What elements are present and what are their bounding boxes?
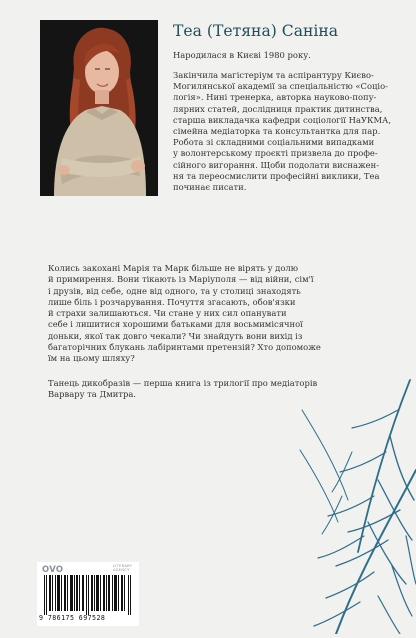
author-bio-line: сійного вигорання. Щоби подолати виснажен- bbox=[173, 159, 380, 170]
publisher-mark bbox=[113, 564, 132, 572]
author-bio-line: у волонтерському проєкті призвела до профе- bbox=[173, 148, 378, 159]
author-bio-line: логія». Нині тренерка, авторка науково-попу- bbox=[173, 92, 377, 103]
barcode-panel bbox=[37, 562, 139, 626]
author-bio-line: сімейна медіаторка та консультантка для пар. bbox=[173, 126, 381, 137]
series-note-line: Танець дикобразів — перша книга із трилогії про медіаторів bbox=[48, 378, 318, 388]
book-blurb-line: доньки, якої так довго чекали? Чи знайдуть вони вихід із bbox=[48, 330, 303, 341]
author-bio-line: Закінчила магістеріум та аспірантуру Києво- bbox=[173, 70, 374, 80]
isbn-number: 9 786175 697528 bbox=[39, 614, 106, 622]
author-bio-line: лярних статей, дослідниця практик дитинства, bbox=[173, 103, 383, 114]
series-note-line: Варвару та Дмитра. bbox=[48, 389, 137, 400]
author-bio-line: Могилянської академії за спеціальністю «Соціо- bbox=[173, 81, 388, 92]
author-portrait-illustration bbox=[40, 20, 158, 196]
book-blurb-line: й страхи залишаються. Чи стане у них сил опанувати bbox=[48, 308, 287, 319]
decorative-leaves bbox=[240, 340, 416, 634]
book-blurb-line: себе і лишитися хорошими батьками для восьмимісячної bbox=[48, 319, 303, 330]
author-bio bbox=[173, 70, 391, 193]
author-birth-info: Народилася в Києві 1980 року. bbox=[173, 50, 311, 60]
author-photo bbox=[40, 20, 158, 196]
author-bio-line: старша викладачка кафедри соціології НаУКМА, bbox=[173, 114, 392, 125]
palm-leaves-icon bbox=[240, 340, 416, 634]
publisher-logo: OVO bbox=[42, 564, 64, 574]
author-bio-line: починає писати. bbox=[173, 182, 247, 193]
book-blurb-line: і друзів, від себе, одне від одного, та у столиці знаходять bbox=[48, 285, 301, 296]
author-bio-line: Робота зі складними соціальними випадками bbox=[173, 137, 375, 148]
book-blurb-line: їм на цьому шляху? bbox=[48, 353, 135, 364]
book-blurb-line: лише біль і розчарування. Почуття згасають, обов'язки bbox=[48, 296, 296, 307]
publisher-mark-line: LITERARY bbox=[113, 564, 133, 568]
publisher-mark-line: AGENCY bbox=[113, 568, 130, 572]
book-blurb-line: й примирення. Вони тікають із Маріуполя — від війни, сім'ї bbox=[48, 274, 314, 285]
author-bio-line: ня та переосмислити професійні виклики, Теа bbox=[173, 170, 380, 181]
author-name: Теа (Тетяна) Саніна bbox=[173, 22, 339, 40]
isbn-barcode bbox=[42, 575, 134, 615]
book-blurb-line: Колись закохані Марія та Марк більше не вірять у долю bbox=[48, 263, 298, 273]
book-blurb-line: багаторічних блукань лабіринтами претензій? Хто допоможе bbox=[48, 342, 321, 353]
